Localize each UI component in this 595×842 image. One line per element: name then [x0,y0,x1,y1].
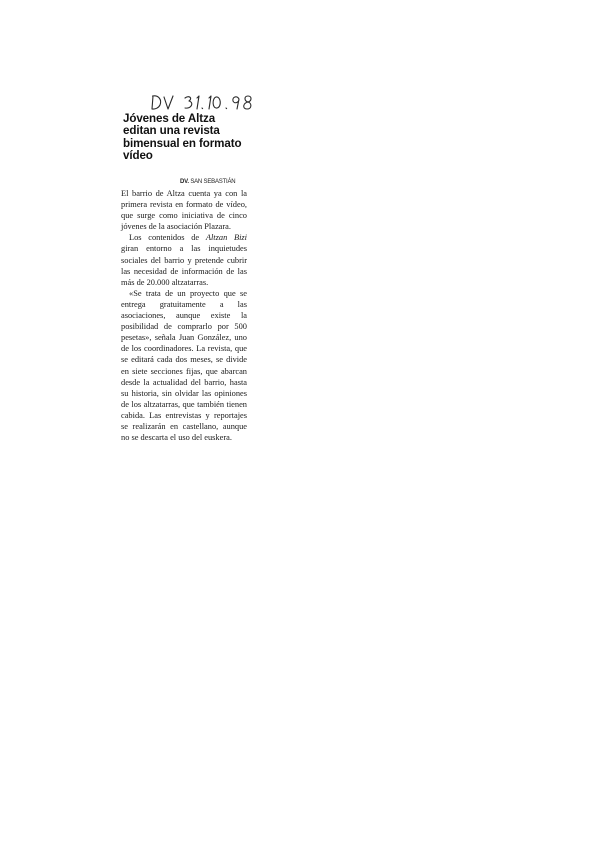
article-body [121,188,247,443]
article-paragraph [121,188,247,232]
article-paragraph [121,288,247,443]
byline-place: SAN SEBASTIÁN [190,179,236,185]
article-headline: Jóvenes de Altza editan una revista bimensual en formato vídeo [123,112,242,163]
handwritten-date-annotation [149,92,259,114]
magazine-title: Altzan Bizi [205,233,247,243]
byline [180,178,248,186]
paragraph-text: giran entorno a las inquietudes sociales del barrio y pretende cubrir las necesidad de información de las más de 20.000 altzatarras. [121,244,247,287]
byline-source: DV. [180,179,189,185]
paragraph-text: El barrio de Altza cuenta ya con la primera revista en formato de vídeo, que surge como iniciativa de cinco jóvenes de la asociación Plazara. [121,189,247,232]
paragraph-text: Los contenidos de [129,233,206,243]
paragraph-text: «Se trata de un proyecto que se entrega gratuitamente a las asociaciones, aunque existe la posibilidad de comprarlo por 500 pesetas», señala Juan González, uno de los coordinadores. La revista, que se editará cada dos meses, se divide en siete secciones fijas, que abarcan desde la actualidad del barrio, hasta su historia, sin olvidar las opiniones de los altzatarras, que también tienen cabida. Las entrevistas y reportajes se realizarán en castellano, aunque no se descarta el uso del euskera. [121,288,247,443]
article-paragraph [121,232,247,287]
